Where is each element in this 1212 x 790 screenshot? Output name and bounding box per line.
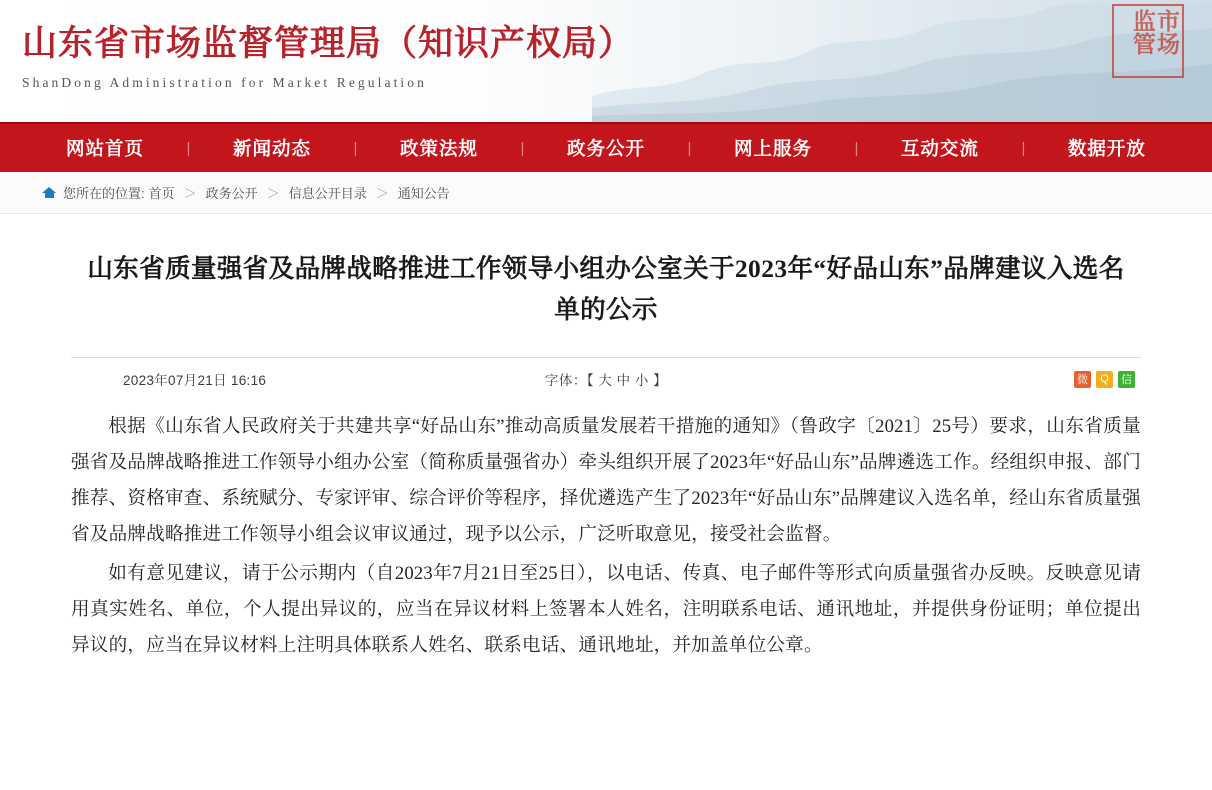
font-size-label: 字体： bbox=[544, 373, 587, 389]
nav-item-interaction[interactable]: 互动交流 bbox=[900, 140, 979, 160]
article-container bbox=[71, 214, 1141, 664]
site-title-cn: 山东省市场监督管理局（知识产权局） bbox=[22, 24, 635, 63]
breadcrumb-item-gov-affairs[interactable]: 政务公开 bbox=[205, 186, 258, 201]
publish-date: 2023年07月21日 16:16 bbox=[123, 373, 267, 389]
font-size-control bbox=[545, 369, 667, 389]
nav-separator: | bbox=[353, 139, 358, 157]
nav-separator: | bbox=[687, 139, 692, 157]
nav-separator: | bbox=[1021, 139, 1026, 157]
nav-item-gov-affairs[interactable]: 政务公开 bbox=[566, 140, 645, 160]
breadcrumb-item-disclosure-catalog[interactable]: 信息公开目录 bbox=[288, 186, 367, 201]
page-title: 山东省质量强省及品牌战略推进工作领导小组办公室关于2023年“好品山东”品牌建议入选名单的公示 bbox=[87, 254, 1125, 325]
nav-item-online-service[interactable]: 网上服务 bbox=[733, 140, 812, 160]
breadcrumb-separator: ＞ bbox=[375, 186, 389, 201]
breadcrumb bbox=[0, 172, 1212, 214]
font-size-options[interactable]: 【 大 中 小 】 bbox=[586, 373, 668, 389]
home-icon bbox=[42, 186, 56, 199]
nav-item-policy[interactable]: 政策法规 bbox=[399, 140, 478, 160]
breadcrumb-separator: ＞ bbox=[266, 186, 280, 201]
official-seal: 市场监管 bbox=[1112, 4, 1184, 78]
breadcrumb-prefix: 您所在的位置: bbox=[63, 186, 145, 201]
qzone-share-icon[interactable]: Q bbox=[1096, 371, 1113, 388]
site-title-en: ShanDong Administration for Market Regulation bbox=[22, 75, 427, 90]
breadcrumb-item-home[interactable]: 首页 bbox=[148, 186, 175, 201]
nav-item-open-data[interactable]: 数据开放 bbox=[1067, 140, 1146, 160]
breadcrumb-item-announcements[interactable]: 通知公告 bbox=[397, 186, 450, 201]
nav-separator: | bbox=[186, 139, 191, 157]
breadcrumb-separator: ＞ bbox=[183, 186, 197, 201]
nav-item-news[interactable]: 新闻动态 bbox=[232, 140, 311, 160]
article-paragraph: 根据《山东省人民政府关于共建共享“好品山东”推动高质量发展若干措施的通知》（鲁政字〔2021〕25号）要求，山东省质量强省及品牌战略推进工作领导小组办公室（简称质量强省办）牵头组织开展了2023年“好品山东”品牌遴选工作。经组织申报、部门推荐、资格审查、系统赋分、专家评审、综合评价等程序，择优遴选产生了2023年“好品山东”品牌建议入选名单，经山东省质量强省及品牌战略推进工作领导小组会议审议通过，现予以公示，广泛听取意见，接受社会监督。 bbox=[71, 415, 1141, 546]
article-meta bbox=[71, 357, 1141, 401]
nav-separator: | bbox=[520, 139, 525, 157]
share-buttons bbox=[1074, 371, 1135, 388]
main-navigation bbox=[0, 122, 1212, 172]
nav-item-home[interactable]: 网站首页 bbox=[66, 140, 145, 160]
weibo-share-icon[interactable]: 微 bbox=[1074, 371, 1091, 388]
article-body bbox=[71, 409, 1141, 665]
site-header bbox=[0, 0, 1212, 122]
nav-separator: | bbox=[854, 139, 859, 157]
wechat-share-icon[interactable]: 信 bbox=[1118, 371, 1135, 388]
site-logo[interactable] bbox=[22, 16, 634, 91]
article-paragraph: 如有意见建议，请于公示期内（自2023年7月21日至25日），以电话、传真、电子邮件等形式向质量强省办反映。反映意见请用真实姓名、单位，个人提出异议的，应当在异议材料上签署本人姓名，注明联系电话、通讯地址，并提供身份证明；单位提出异议的，应当在异议材料上注明具体联系人姓名、联系电话、通讯地址，并加盖单位公章。 bbox=[71, 562, 1141, 657]
